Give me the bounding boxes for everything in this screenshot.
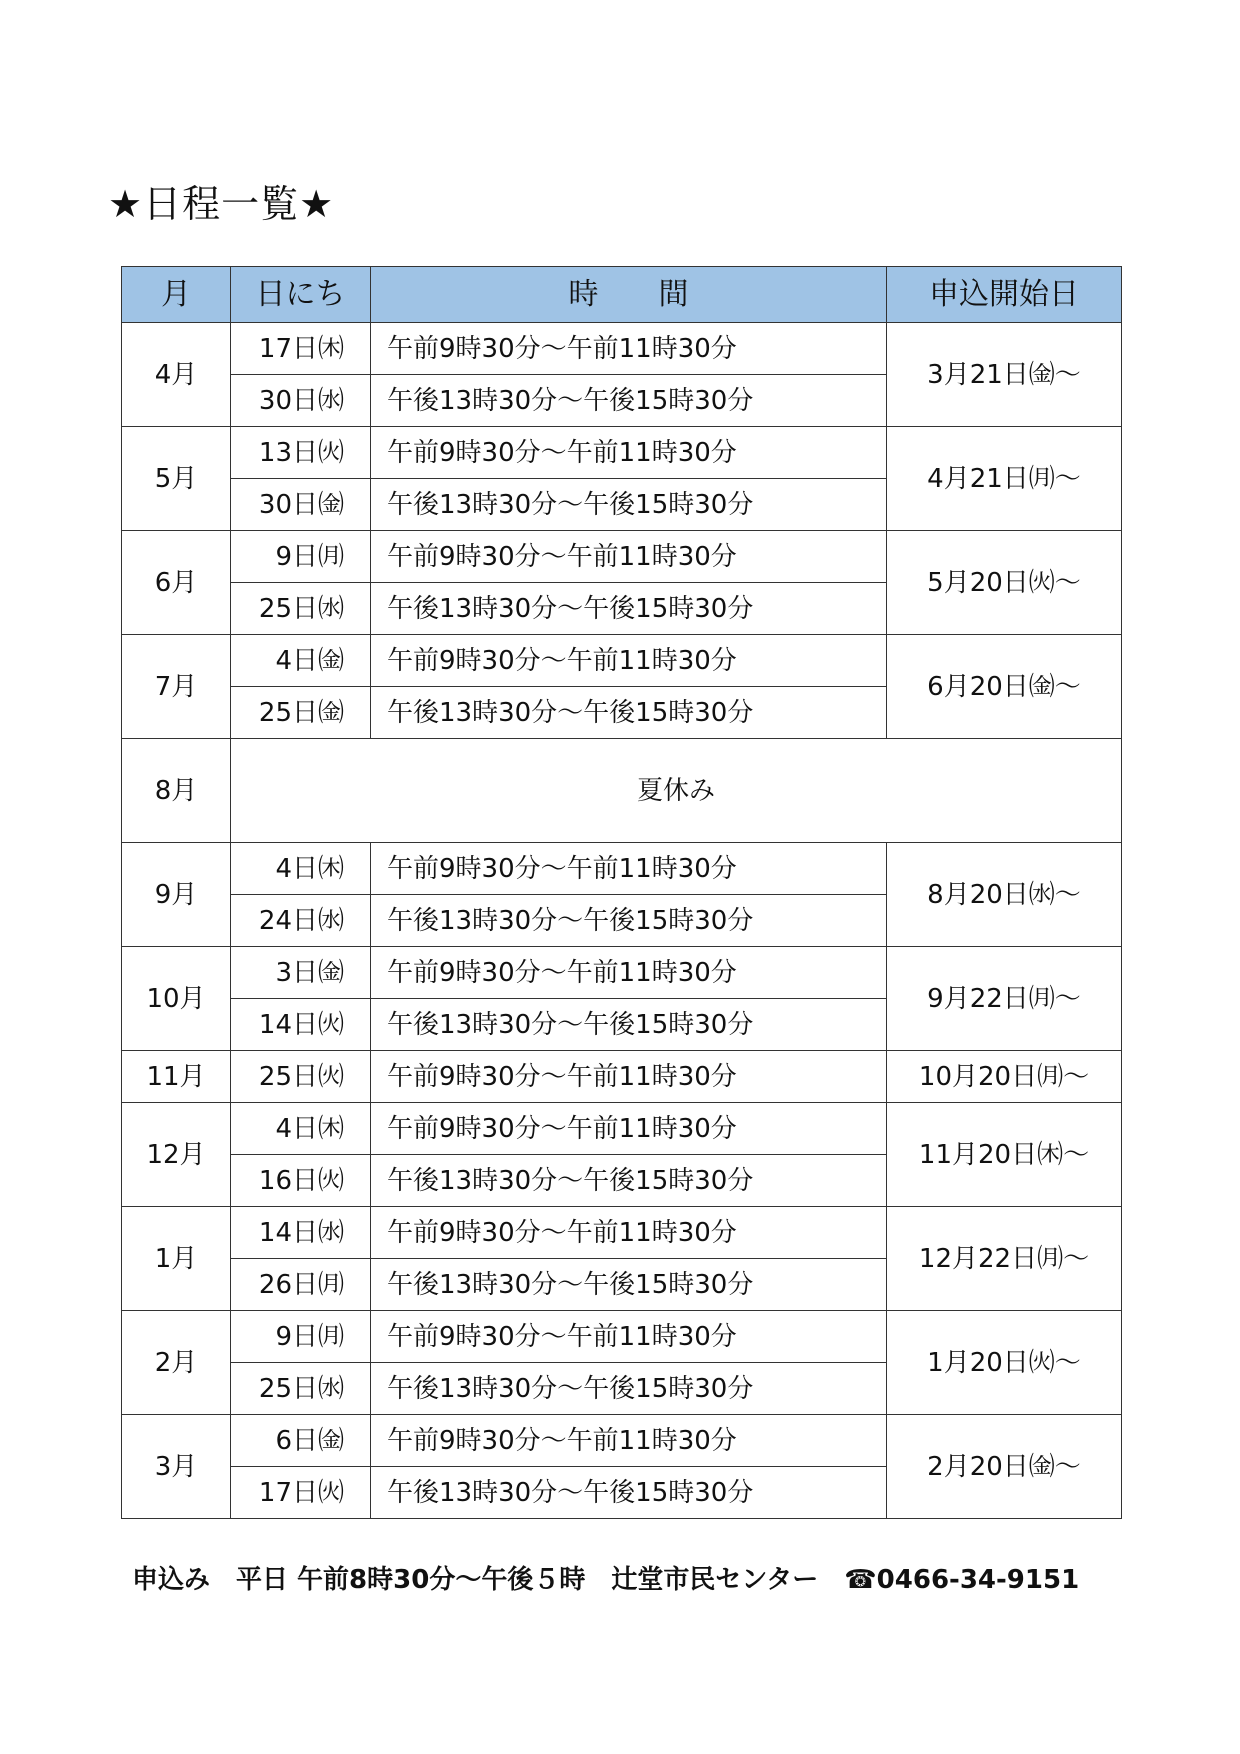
- day-cell: 4日㈭: [231, 1103, 371, 1155]
- summer-break-note: 夏休み: [231, 739, 1122, 843]
- time-cell: 午前9時30分～午前11時30分: [371, 531, 887, 583]
- table-row: [122, 739, 1122, 843]
- time-cell: 午後13時30分～午後15時30分: [371, 999, 887, 1051]
- time-cell: 午前9時30分～午前11時30分: [371, 947, 887, 999]
- table-row: [122, 427, 1122, 479]
- month-cell: 2月: [122, 1311, 231, 1415]
- day-cell: 9日㈪: [231, 531, 371, 583]
- table-row: [122, 1415, 1122, 1467]
- schedule-table: [121, 266, 1122, 1519]
- month-cell: 10月: [122, 947, 231, 1051]
- header-month: 月: [122, 267, 231, 323]
- header-day: 日にち: [231, 267, 371, 323]
- time-cell: 午後13時30分～午後15時30分: [371, 1155, 887, 1207]
- day-cell: 25日㈬: [231, 1363, 371, 1415]
- table-header-row: [122, 267, 1122, 323]
- time-cell: 午後13時30分～午後15時30分: [371, 1467, 887, 1519]
- day-cell: 25日㈫: [231, 1051, 371, 1103]
- time-cell: 午前9時30分～午前11時30分: [371, 1311, 887, 1363]
- day-cell: 9日㈪: [231, 1311, 371, 1363]
- day-cell: 13日㈫: [231, 427, 371, 479]
- month-cell: 12月: [122, 1103, 231, 1207]
- table-row: [122, 1051, 1122, 1103]
- day-cell: 3日㈮: [231, 947, 371, 999]
- open-date-cell: 1月20日㈫～: [887, 1311, 1122, 1415]
- table-row: [122, 635, 1122, 687]
- time-cell: 午前9時30分～午前11時30分: [371, 1103, 887, 1155]
- open-date-cell: 2月20日㈮～: [887, 1415, 1122, 1519]
- table-row: [122, 1103, 1122, 1155]
- time-cell: 午前9時30分～午前11時30分: [371, 427, 887, 479]
- day-cell: 14日㈫: [231, 999, 371, 1051]
- day-cell: 4日㈮: [231, 635, 371, 687]
- time-cell: 午後13時30分～午後15時30分: [371, 375, 887, 427]
- page-title: ★日程一覧★: [108, 182, 335, 226]
- table-row: [122, 323, 1122, 375]
- month-cell: 1月: [122, 1207, 231, 1311]
- day-cell: 14日㈬: [231, 1207, 371, 1259]
- time-cell: 午前9時30分～午前11時30分: [371, 323, 887, 375]
- day-cell: 25日㈬: [231, 583, 371, 635]
- open-date-cell: 3月21日㈮～: [887, 323, 1122, 427]
- day-cell: 30日㈮: [231, 479, 371, 531]
- time-cell: 午後13時30分～午後15時30分: [371, 1259, 887, 1311]
- header-open-date: 申込開始日: [887, 267, 1122, 323]
- open-date-cell: 6月20日㈮～: [887, 635, 1122, 739]
- day-cell: 24日㈬: [231, 895, 371, 947]
- application-contact-info: 申込み 平日 午前8時30分～午後５時 辻堂市民センター ☎0466-34-9151: [132, 1565, 1080, 1595]
- open-date-cell: 5月20日㈫～: [887, 531, 1122, 635]
- month-cell: 5月: [122, 427, 231, 531]
- time-cell: 午前9時30分～午前11時30分: [371, 635, 887, 687]
- time-cell: 午後13時30分～午後15時30分: [371, 583, 887, 635]
- day-cell: 6日㈮: [231, 1415, 371, 1467]
- table-row: [122, 1311, 1122, 1363]
- open-date-cell: 10月20日㈪～: [887, 1051, 1122, 1103]
- month-cell: 9月: [122, 843, 231, 947]
- month-cell: 11月: [122, 1051, 231, 1103]
- open-date-cell: 8月20日㈬～: [887, 843, 1122, 947]
- table-row: [122, 1207, 1122, 1259]
- table-row: [122, 531, 1122, 583]
- day-cell: 30日㈬: [231, 375, 371, 427]
- month-cell: 4月: [122, 323, 231, 427]
- time-cell: 午前9時30分～午前11時30分: [371, 1207, 887, 1259]
- time-cell: 午後13時30分～午後15時30分: [371, 687, 887, 739]
- day-cell: 16日㈫: [231, 1155, 371, 1207]
- time-cell: 午後13時30分～午後15時30分: [371, 479, 887, 531]
- time-cell: 午前9時30分～午前11時30分: [371, 1051, 887, 1103]
- time-cell: 午後13時30分～午後15時30分: [371, 1363, 887, 1415]
- open-date-cell: 12月22日㈪～: [887, 1207, 1122, 1311]
- day-cell: 25日㈮: [231, 687, 371, 739]
- table-row: [122, 947, 1122, 999]
- header-time: 時 間: [371, 267, 887, 323]
- month-cell: 3月: [122, 1415, 231, 1519]
- day-cell: 17日㈭: [231, 323, 371, 375]
- time-cell: 午後13時30分～午後15時30分: [371, 895, 887, 947]
- month-cell: 6月: [122, 531, 231, 635]
- month-cell: 8月: [122, 739, 231, 843]
- month-cell: 7月: [122, 635, 231, 739]
- open-date-cell: 4月21日㈪～: [887, 427, 1122, 531]
- day-cell: 17日㈫: [231, 1467, 371, 1519]
- time-cell: 午前9時30分～午前11時30分: [371, 843, 887, 895]
- day-cell: 4日㈭: [231, 843, 371, 895]
- day-cell: 26日㈪: [231, 1259, 371, 1311]
- open-date-cell: 9月22日㈪～: [887, 947, 1122, 1051]
- open-date-cell: 11月20日㈭～: [887, 1103, 1122, 1207]
- time-cell: 午前9時30分～午前11時30分: [371, 1415, 887, 1467]
- table-row: [122, 843, 1122, 895]
